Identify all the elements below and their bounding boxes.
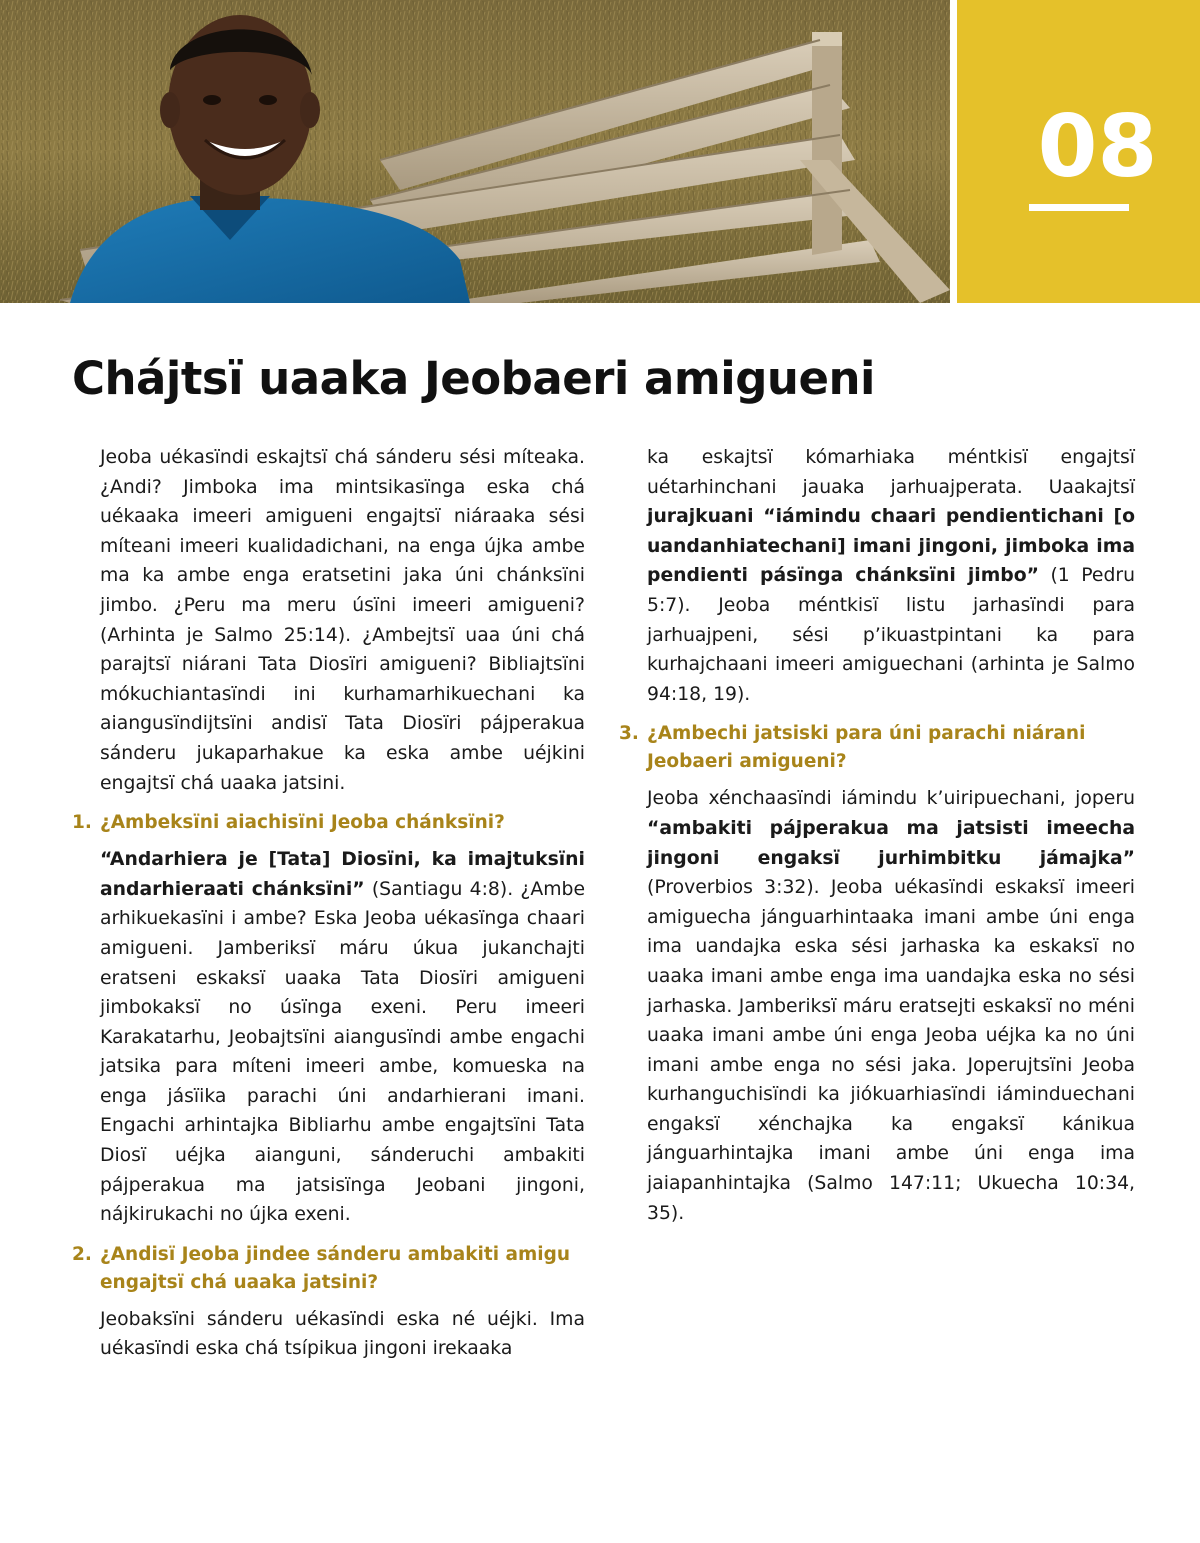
answer-1	[100, 845, 585, 1230]
question-number: 3.	[619, 723, 639, 745]
scripture-quote: jurajkuani “iámindu chaari pendientichani [o uandanhiatechani] imani jingoni, jimboka ima pendienti pásïnga chánksïni jimbo”	[647, 506, 1135, 587]
question-number: 2.	[72, 1243, 92, 1265]
question-number: 1.	[72, 812, 92, 834]
scripture-quote: “ambakiti pájperakua ma jatsisti imeecha jingoni engaksï jurhimbitku jámajka”	[647, 817, 1135, 869]
right-column	[619, 443, 1135, 1228]
page-title: Chájtsï uaaka Jeobaeri amigueni	[72, 352, 875, 405]
question-2	[72, 1241, 585, 1297]
lesson-rule	[1029, 204, 1129, 211]
answer-3	[647, 784, 1135, 1228]
question-text: ¿Ambechi jatsiski para úni parachi niárani Jeobaeri amigueni?	[647, 723, 1086, 773]
scripture-quote: “Andarhiera je [Tata] Diosïni, ka imajtuksïni andarhieraati chánksïni”	[100, 849, 585, 900]
answer-text: (Santiagu 4:8). ¿Ambe arhikuekasïni i ambe? Eska Jeoba uékasïnga chaari amigueni. Jamberiksï máru úkua jukanchajti eratseni eskaksï uaaka Tata Diosïri amigueni jimbokaksï no úsïnga exeni. Peru imeeri Karakatarhu, Jeobajtsïni aiangusïndi ambe engachi jatsika para míteni imeeri ambe, komueska na enga jásïika parachi úni andarhierani imani. Engachi arhintajka Bibliarhu ambe engajtsïni Tata Diosï uéjka aianguni, sánderuchi ambakiti pájperakua ma jatsisïnga Jeobani jingoni, nájkirukachi no újka exeni.	[100, 878, 585, 1226]
answer-2-start: Jeobaksïni sánderu uékasïndi eska né uéjki. Ima uékasïndi eska chá tsípikua jingoni irekaaka	[100, 1308, 585, 1360]
answer-2-continued	[647, 443, 1135, 709]
left-column	[72, 443, 585, 1364]
question-text: ¿Andisï Jeoba jindee sánderu ambakiti amigu engajtsï chá uaaka jatsini?	[100, 1243, 570, 1293]
question-text: ¿Ambeksïni aiachisïni Jeoba chánksïni?	[100, 812, 505, 834]
question-1	[72, 809, 585, 837]
question-3	[619, 720, 1135, 776]
intro-paragraph: Jeoba uékasïndi eskajtsï chá sánderu sési míteaka. ¿Andi? Jimboka ima mintsikasïnga eska chá uékaaka imeeri amigueni engajtsï niáraaka sési míteani imeeri kualidadichani, na enga újka ambe ma ka ambe enga eratsetini jaka úni chánksïni jimbo. ¿Peru ma meru úsïni imeeri amigueni? (Arhinta je Salmo 25:14). ¿Ambejtsï uaa úni chá parajtsï niárani Tata Diosïri amigueni? Bibliajtsïni mókuchiantasïndi ini kurhamarhikuechani ka aiangusïndijtsïni andisï Tata Diosïri pájperakua sánderu jukaparhakue ka eska ambe uéjkini engajtsï chá uaaka jatsini.	[100, 447, 585, 794]
answer-text: (1 Pedru 5:7). Jeoba méntkisï listu jarhasïndi para jarhuajpeni, sési p’ikuastpintani ka para kurhajchaani imeeri amiguechani (arhinta je Salmo 94:18, 19).	[647, 565, 1135, 705]
lesson-badge	[957, 0, 1200, 303]
answer-text: Jeoba xénchaasïndi iámindu k’uiripuechani, joperu	[647, 788, 1135, 810]
answer-text: ka eskajtsï kómarhiaka méntkisï engajtsï uétarhinchani jauaka jarhuajperata. Uaakajtsï	[647, 447, 1135, 498]
answer-text: (Proverbios 3:32). Jeoba uékasïndi eskaksï imeeri amiguecha jánguarhintaaka imani ambe úni enga ima uandajka eska sési jarhaska ka eskaksï no uaaka imani ambe enga ima uandajka eska no sési jarhaska. Jamberiksï máru eratsejti eskaksï no méni uaaka imani ambe úni enga Jeoba uéjka ka no úni imani ambe enga no sési jaka. Joperujtsïni Jeoba kurhanguchisïndi ka jiókuarhiasïndi iáminduechani engaksï xénchajka ka engaksï kánikua jánguarhintajka imani ambe úni enga ima jaiapanhintajka (Salmo 147:11; Ukuecha 10:34, 35).	[647, 877, 1135, 1224]
lesson-number: 08	[1037, 97, 1158, 197]
hero-photo	[0, 0, 950, 303]
hero-illustration	[0, 0, 950, 303]
